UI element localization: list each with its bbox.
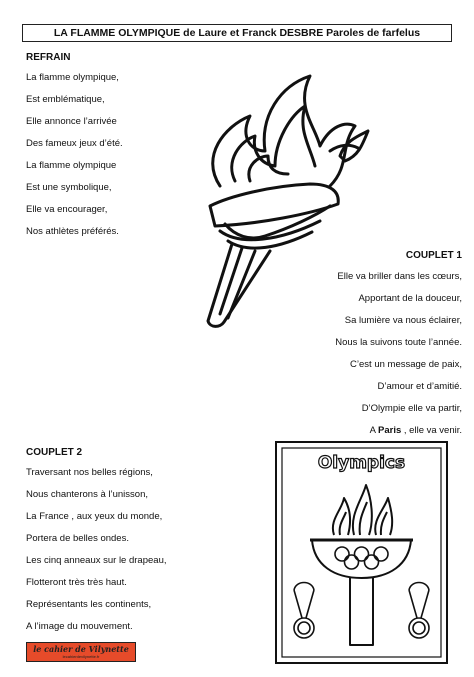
couplet1-heading: COUPLET 1	[405, 250, 462, 261]
couplet1-line: D’Olympie elle va partir,	[361, 403, 462, 414]
couplet2-line: Nous chanterons à l’unisson,	[26, 489, 148, 500]
couplet1-line: Elle va briller dans les cœurs,	[337, 271, 462, 282]
couplet1-last-prefix: A	[369, 425, 379, 436]
torch-illustration	[180, 56, 380, 336]
poster-title: Olympics	[317, 453, 406, 473]
refrain-line: Des fameux jeux d’été.	[26, 138, 123, 149]
couplet2-line: Portera de belles ondes.	[26, 533, 129, 544]
couplet2-line: Les cinq anneaux sur le drapeau,	[26, 555, 167, 566]
couplet2-line: Représentants les continents,	[26, 599, 152, 610]
couplet2-line: Flotteront très très haut.	[26, 577, 127, 588]
refrain-heading: REFRAIN	[26, 52, 71, 63]
refrain-line: Est une symbolique,	[26, 182, 112, 193]
couplet1-line: Nous la suivons toute l’année.	[335, 337, 462, 348]
couplet1-last-bold: Paris	[378, 425, 402, 436]
logo-main-text: le cahier de Vilynette	[33, 644, 129, 654]
couplet1-line: C’est un message de paix,	[350, 359, 462, 370]
couplet2-line: Traversant nos belles régions,	[26, 467, 153, 478]
refrain-line: Elle va encourager,	[26, 204, 108, 215]
refrain-line: Est emblématique,	[26, 94, 105, 105]
site-logo	[26, 642, 136, 662]
refrain-line: La flamme olympique,	[26, 72, 119, 83]
couplet1-last-suffix: , elle va venir.	[401, 425, 462, 436]
couplet1-last-line	[370, 425, 462, 437]
couplet2-line: La France , aux yeux du monde,	[26, 511, 163, 522]
refrain-line: Elle annonce l’arrivée	[26, 116, 117, 127]
couplet2-line: A l’image du mouvement.	[26, 621, 133, 632]
olympic-torch-poster	[274, 440, 449, 665]
couplet1-line: Apportant de la douceur,	[358, 293, 462, 304]
couplet2-heading: COUPLET 2	[26, 447, 83, 458]
refrain-line: Nos athlètes préférés.	[26, 226, 119, 237]
couplet1-line: Sa lumière va nous éclairer,	[344, 315, 462, 326]
page-title: LA FLAMME OLYMPIQUE de Laure et Franck DESBRE Paroles de farfelus	[22, 24, 452, 42]
refrain-line: La flamme olympique	[26, 160, 117, 171]
logo-sub-text: lecahierdevilynette.fr	[62, 654, 100, 659]
couplet1-line: D’amour et d’amitié.	[377, 381, 462, 392]
